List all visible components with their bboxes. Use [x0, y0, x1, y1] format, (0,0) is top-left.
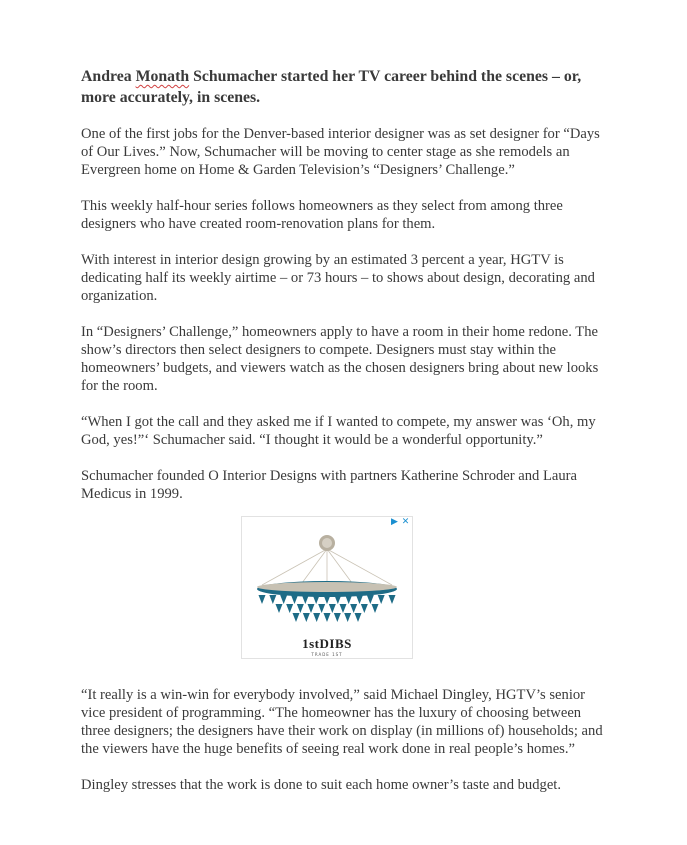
crystal-drop	[302, 595, 309, 604]
crystal-drop	[308, 604, 315, 613]
advertisement[interactable]	[241, 516, 413, 659]
paragraph: Schumacher founded O Interior Designs with partners Katherine Schroder and Laura Medicus in 1999.	[81, 468, 578, 502]
headline-text: Schumacher started her TV career behind the scenes – or, more accurately, in scenes.	[81, 68, 582, 106]
crystal-drop	[286, 604, 293, 613]
brand-name: 1stDIBS	[302, 636, 352, 651]
paragraph: This weekly half-hour series follows homeowners as they select from among three designers who have created room-renovation plans for them.	[81, 198, 563, 232]
crystal-drop	[313, 595, 320, 604]
chandelier-image[interactable]	[242, 527, 412, 633]
headline-text: Andrea	[81, 68, 136, 85]
paragraph: Dingley stresses that the work is done to suit each home owner’s taste and budget.	[81, 777, 562, 793]
crystal-drops	[259, 595, 396, 622]
crystal-drop	[334, 613, 341, 622]
crystal-drop	[269, 595, 276, 604]
close-x-icon[interactable]: ✕	[401, 517, 410, 527]
crystal-drop	[259, 595, 266, 604]
crystal-drop	[334, 595, 341, 604]
spellcheck-word[interactable]: Monath	[135, 68, 190, 85]
paragraph: In “Designers’ Challenge,” homeowners apply to have a room in their home redone. The show’s directors then select designers to compete. Designers must stay within the homeowners’ budgets, and viewers watch as the chosen designers bring about new looks for the room.	[81, 324, 599, 394]
crystal-drop	[345, 595, 352, 604]
crystal-drop	[356, 595, 363, 604]
paragraph: One of the first jobs for the Denver-based interior designer was as set designer for “Days of Our Lives.” Now, Schumacher will be moving to center stage as she remodels an Evergreen home on Home & Garden Television’s “Designers’ Challenge.”	[81, 126, 600, 178]
paragraph: “When I got the call and they asked me if I wanted to compete, my answer was ‘Oh, my God, yes!”‘ Schumacher said. “I thought it would be a wonderful opportunity.”	[81, 414, 596, 448]
crystal-drop	[340, 604, 347, 613]
brand-logo[interactable]	[242, 635, 412, 657]
brand-tagline: TRADE 1ST	[311, 652, 343, 657]
crystal-drop	[329, 604, 336, 613]
crystal-drop	[344, 613, 351, 622]
crystal-drop	[378, 595, 385, 604]
crystal-drop	[318, 604, 325, 613]
play-triangle-icon[interactable]: ▶	[391, 517, 398, 527]
crystal-drop	[297, 604, 304, 613]
crystal-drop	[367, 595, 374, 604]
crystal-drop	[313, 613, 320, 622]
crystal-drop	[293, 613, 300, 622]
crystal-drop	[324, 613, 331, 622]
ad-badge[interactable]	[390, 518, 410, 527]
crystal-drop	[324, 595, 331, 604]
crystal-drop	[291, 595, 298, 604]
crystal-drop	[280, 595, 287, 604]
paragraph: “It really is a win-win for everybody involved,” said Michael Dingley, HGTV’s senior vice president of programming. “The homeowner has the luxury of choosing between three designers; the designers have their work on display (in millions of) households; and the viewers have the huge benefits of seeing real work done in real people’s homes.”	[81, 687, 603, 757]
article	[81, 66, 611, 812]
headline	[81, 66, 611, 108]
crystal-drop	[355, 613, 362, 622]
crystal-drop	[350, 604, 357, 613]
crystal-drop	[372, 604, 379, 613]
paragraph: With interest in interior design growing by an estimated 3 percent a year, HGTV is dedicating half its weekly airtime – or 73 hours – to shows about design, decorating and organization.	[81, 252, 595, 304]
crystal-drop	[303, 613, 310, 622]
crystal-drop	[361, 604, 368, 613]
crystal-drop	[276, 604, 283, 613]
crystal-drop	[389, 595, 396, 604]
